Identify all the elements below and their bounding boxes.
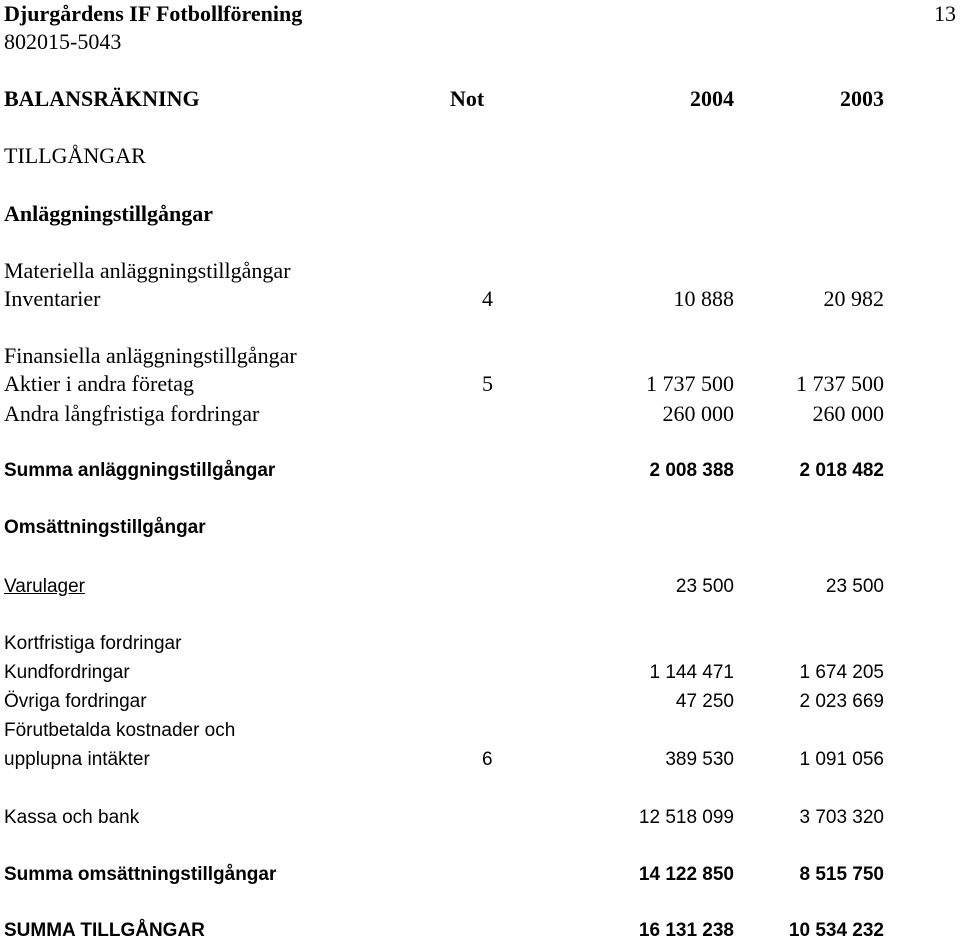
- financial-title-row: [4, 342, 956, 370]
- current-assets-title-row: [4, 514, 956, 542]
- row-label: upplupna intäkter: [4, 749, 150, 770]
- row-note: 4: [482, 286, 493, 311]
- row-value-2004: 260 000: [662, 401, 734, 426]
- fixed-assets-title: Anläggningstillgångar: [4, 201, 214, 226]
- row-label: Summa anläggningstillgångar: [4, 460, 276, 481]
- row-value-2004: 389 530: [665, 749, 734, 770]
- row-value-2004: 14 122 850: [638, 864, 734, 885]
- row-value-2003: 1 091 056: [799, 749, 884, 770]
- table-row: [4, 285, 956, 313]
- total-row: [4, 917, 956, 945]
- year-2004-header: 2004: [690, 86, 734, 111]
- org-number-line: [4, 28, 956, 56]
- row-value-2004: 10 888: [673, 286, 734, 311]
- org-name-line: [4, 0, 956, 28]
- table-row: [4, 573, 956, 601]
- row-value-2003: 20 982: [823, 286, 884, 311]
- page-number: 13: [934, 1, 956, 26]
- row-label: Inventarier: [4, 286, 101, 311]
- row-label: Förutbetalda kostnader och: [4, 720, 236, 741]
- summary-row: [4, 861, 956, 889]
- row-note: 6: [482, 749, 493, 770]
- row-label: Summa omsättningstillgångar: [4, 864, 277, 885]
- balance-sheet-title: BALANSRÄKNING: [4, 86, 200, 111]
- row-value-2004: 16 131 238: [638, 920, 734, 941]
- row-value-2004: 47 250: [675, 691, 734, 712]
- table-header-row: [4, 85, 956, 113]
- row-value-2003: 8 515 750: [799, 864, 884, 885]
- year-2003-header: 2003: [840, 86, 884, 111]
- row-value-2003: 2 023 669: [799, 691, 884, 712]
- note-column-header: Not: [450, 86, 485, 111]
- tangible-title-row: [4, 257, 956, 285]
- table-row: [4, 400, 956, 428]
- row-label: Kassa och bank: [4, 807, 140, 828]
- row-note: 5: [482, 371, 493, 396]
- assets-title-row: [4, 142, 956, 170]
- table-row: [4, 659, 956, 687]
- row-value-2003: 3 703 320: [799, 807, 884, 828]
- receivables-title-row: [4, 630, 956, 658]
- table-row-continued: [4, 717, 956, 745]
- fixed-assets-title-row: [4, 200, 956, 228]
- receivables-title: Kortfristiga fordringar: [4, 633, 182, 654]
- financial-assets-title: Finansiella anläggningstillgångar: [4, 343, 297, 368]
- assets-title: TILLGÅNGAR: [4, 143, 146, 168]
- row-value-2003: 10 534 232: [788, 920, 884, 941]
- row-label: Andra långfristiga fordringar: [4, 401, 260, 426]
- row-label: Aktier i andra företag: [4, 371, 194, 396]
- row-label: Övriga fordringar: [4, 691, 147, 712]
- row-value-2004: 23 500: [675, 576, 734, 597]
- row-label: Kundfordringar: [4, 662, 130, 683]
- row-value-2004: 1 737 500: [646, 371, 734, 396]
- row-value-2004: 12 518 099: [638, 807, 734, 828]
- row-label: Varulager: [4, 576, 85, 597]
- table-row: [4, 688, 956, 716]
- row-value-2003: 1 737 500: [796, 371, 884, 396]
- tangible-assets-title: Materiella anläggningstillgångar: [4, 258, 291, 283]
- row-value-2003: 2 018 482: [799, 460, 884, 481]
- row-value-2003: 1 674 205: [799, 662, 884, 683]
- org-name: Djurgårdens IF Fotbollförening: [4, 1, 303, 26]
- row-value-2004: 1 144 471: [649, 662, 734, 683]
- row-value-2003: 260 000: [812, 401, 884, 426]
- org-number: 802015-5043: [4, 29, 122, 54]
- table-row: [4, 746, 956, 774]
- row-label: SUMMA TILLGÅNGAR: [4, 920, 205, 941]
- summary-row: [4, 457, 956, 485]
- table-row: [4, 804, 956, 832]
- current-assets-title: Omsättningstillgångar: [4, 517, 206, 538]
- table-row: [4, 370, 956, 398]
- row-value-2003: 23 500: [825, 576, 884, 597]
- row-value-2004: 2 008 388: [649, 460, 734, 481]
